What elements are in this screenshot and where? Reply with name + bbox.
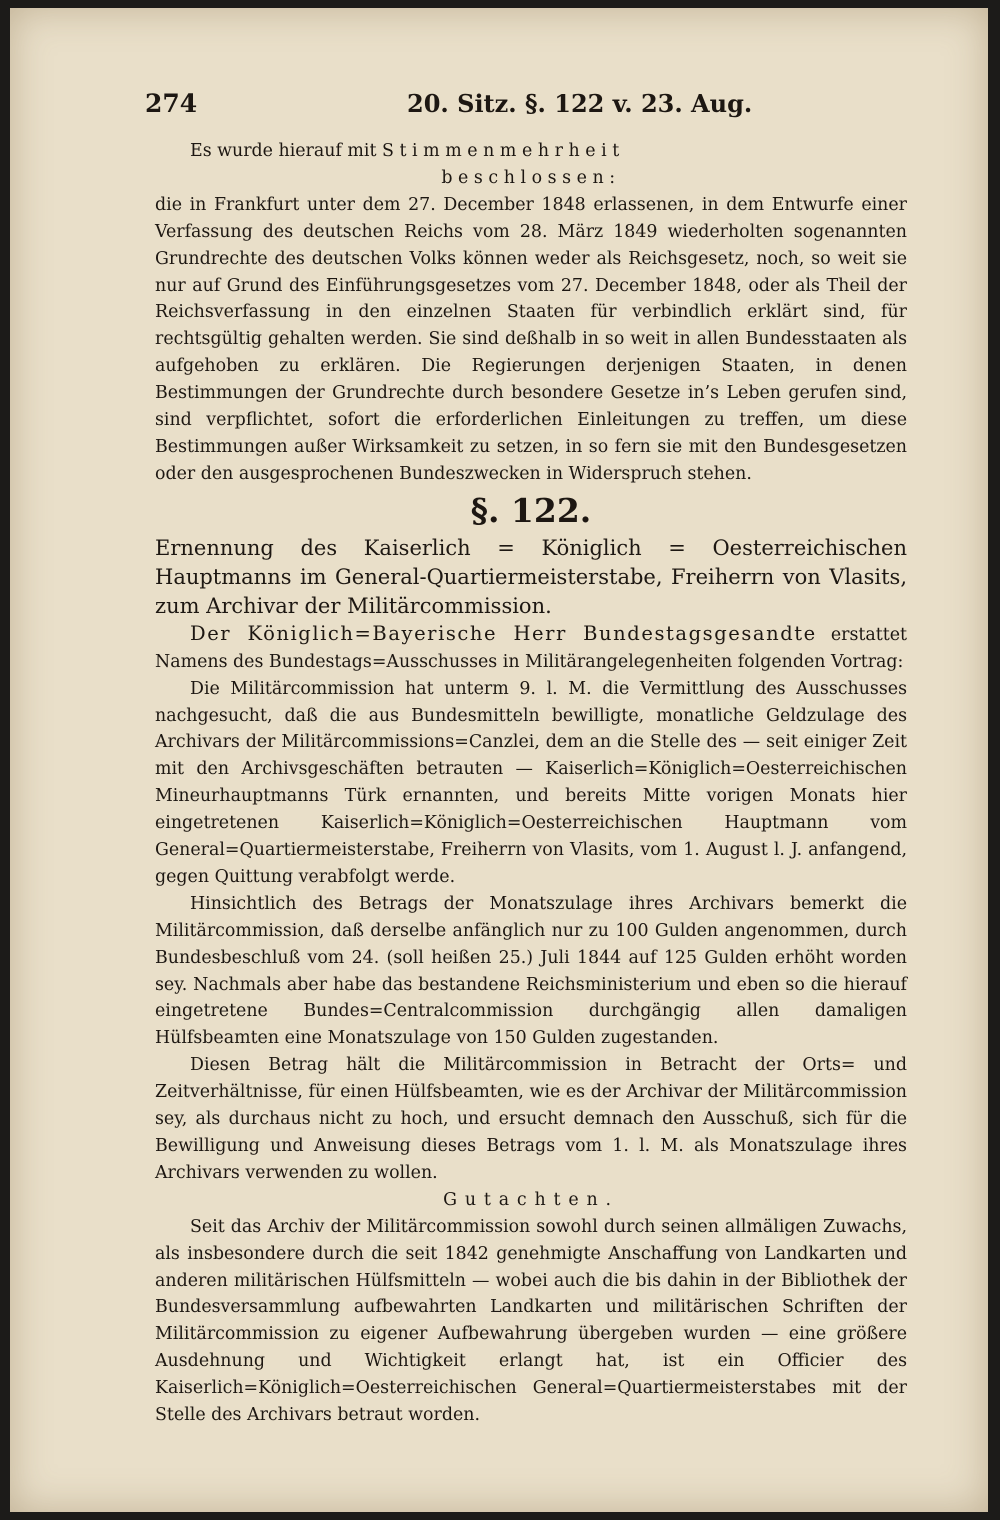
speaker-paragraph [155,621,907,676]
gutachten-heading: Gutachten. [443,1189,619,1210]
intro-lead: Es wurde hierauf mit [190,141,377,161]
page-body [155,138,907,1429]
section-number: §. 122. [470,490,592,530]
section-title: Ernennung des Kaiserlich = Königlich = Oesterreichischen Hauptmanns im General-Quartiermeisterstabe, Freiherrn von Vlasits, zum Archivar der Militärcommission. [155,535,907,618]
speaker-name: Der Königlich=Bayerische Herr Bundestagsgesandte [190,621,817,645]
gutachten-text: Seit das Archiv der Militärcommission sowohl durch seinen allmäligen Zuwachs, als insbesondere durch die seit 1842 genehmigte Anschaffung von Landkarten und anderen militärischen Hülfsmitteln — wobei auch die bis dahin in der Bibliothek der Bundesversammlung aufbewahrten Landkarten und militärischen Schriften der Militärcommission zu eigener Aufbewahrung übergeben wurden — eine größere Ausdehnung und Wichtigkeit erlangt hat, ist ein Officier des Kaiserlich=Königlich=Oesterreichischen General=Quartiermeisterstabes mit der Stelle des Archivars betraut worden. [155,1216,907,1426]
page-number: 274 [145,89,198,118]
intro-majority: Stimmenmehrheit [381,141,625,161]
book-page [10,8,988,1512]
report-paragraph-1: Die Militärcommission hat unterm 9. l. M. die Vermittlung des Ausschusses nachgesucht, daß die aus Bundesmitteln bewilligte, monatliche Geldzulage des Archivars der Militärcommissions=Canzlei, dem an die Stelle des — seit einiger Zeit mit den Archivsgeschäften betrauten — Kaiserlich=Königlich=Oesterreichischen Mineurhauptmanns Türk ernannten, und bereits Mitte vorigen Monats hier eingetretenen Kaiserlich=Königlich=Oesterreichischen Hauptmann vom General=Quartiermeisterstabe, Freiherrn von Vlasits, vom 1. August l. J. anfangend, gegen Quittung verabfolgt werde. [155,678,907,887]
report-paragraph-2: Hinsichtlich des Betrags der Monatszulage ihres Archivars bemerkt die Militärcommission, daß derselbe anfänglich nur zu 100 Gulden angenommen, durch Bundesbeschluß vom 24. (soll heißen 25.) Juli 1844 auf 125 Gulden erhöht worden sey. Nachmals aber habe das bestandene Reichsministerium und eben so die hierauf eingetretene Bundes=Centralcommission durchgängig allen damaligen Hülfsbeamten eine Monatszulage von 150 Gulden zugestanden. [155,893,907,1049]
running-head: 20. Sitz. §. 122 v. 23. Aug. [407,89,753,118]
resolved-heading: beschlossen: [441,167,621,188]
resolution-text: die in Frankfurt unter dem 27. December 1848 erlassenen, in dem Entwurfe einer Verfassung des deutschen Reichs vom 28. März 1849 wiederholten sogenannten Grundrechte des deutschen Volks können weder als Reichsgesetz, noch, so weit sie nur auf Grund des Einführungsgesetzes vom 27. December 1848, oder als Theil der Reichsverfassung in den einzelnen Staaten für verbindlich erklärt sind, für rechtsgültig gehalten werden. Sie sind deßhalb in so weit in allen Bundesstaaten als aufgehoben zu erklären. Die Regierungen derjenigen Staaten, in denen Bestimmungen der Grundrechte durch besondere Gesetze in’s Leben gerufen sind, sind verpflichtet, sofort die erforderlichen Einleitungen zu treffen, um diese Bestimmungen außer Wirksamkeit zu setzen, in so fern sie mit den Bundesgesetzen oder den ausgesprochenen Bundeszwecken in Widerspruch stehen. [155,194,907,484]
speaker-rest: erstattet Namens des Bundestags=Ausschusses in Militärangelegenheiten folgenden Vortrag: [155,624,907,672]
intro-line [155,138,907,165]
report-paragraph-3: Diesen Betrag hält die Militärcommission in Betracht der Orts= und Zeitverhältnisse, für einen Hülfsbeamten, wie es der Archivar der Militärcommission sey, als durchaus nicht zu hoch, und ersucht demnach den Ausschuß, sich für die Bewilligung und Anweisung dieses Betrags vom 1. l. M. als Monatszulage ihres Archivars verwenden zu wollen. [155,1055,907,1183]
